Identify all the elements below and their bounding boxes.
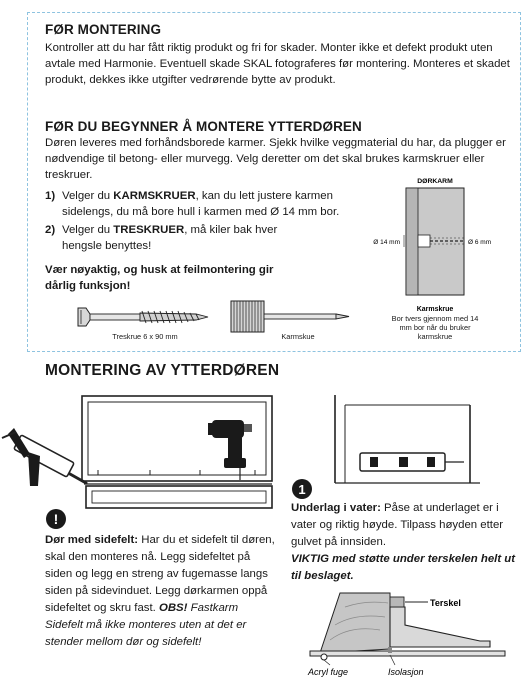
before-outer-door-text: Døren leveres med forhåndsborede karmer. Sjekk hvilke veggmaterial du har, da plugger er nødvendige til betong- eller murvegg. Velg deretter om det skal brukes karmskruer eller treskruer. bbox=[45, 137, 506, 181]
step-number: 1) bbox=[45, 190, 56, 202]
insulation-label: Isolasjon bbox=[388, 667, 424, 677]
wood-screw-illustration bbox=[76, 304, 211, 330]
before-outer-door-heading: FØR DU BEGYNNER Å MONTERE YTTERDØREN bbox=[45, 119, 362, 134]
level-check-illustration bbox=[330, 395, 480, 485]
dim-14mm-label: Ø 14 mm bbox=[373, 239, 400, 246]
sidelight-mounting-illustration bbox=[0, 392, 285, 517]
frame-screw-illustration bbox=[228, 297, 353, 337]
wood-screws-keyword: TRESKRUER bbox=[113, 224, 185, 236]
step-1-number: 1 bbox=[298, 482, 306, 497]
level-instructions: Underlag i vater: Påse at underlaget er i vater og riktig høyde. Tilpass høyden etter gulvet på innsiden. VIKTIG med støtte under terskelen helt ut til beslaget. bbox=[291, 502, 516, 582]
caulk-gun-icon bbox=[2, 428, 86, 486]
frame-screw-title: Karmskrue bbox=[416, 306, 454, 313]
accuracy-warning: Vær nøyaktig, og husk at feilmontering gir dårlig funksjon! bbox=[45, 264, 274, 292]
frame-label: DØRKARM bbox=[417, 178, 453, 185]
step-number: 2) bbox=[45, 224, 56, 236]
bore-hole-14mm bbox=[418, 235, 430, 247]
sidelight-instructions: Dør med sidefelt: Har du et sidefelt til døren, skal den monteres nå. Legg sidefeltet på siden og legg en streng av fugemasse langs siden på sidevinduet. Legg dørkarmen oppå sidefeltet og skru fast. OBS! Fastkarm Sidefelt må ikke monteres uten at det er stender mellom dør og sidefelt! bbox=[45, 534, 275, 648]
threshold-label: Terskel bbox=[430, 598, 461, 608]
sidelight-warning-symbol: ! bbox=[53, 511, 59, 527]
acryl-sealant-label: Acryl fuge bbox=[308, 667, 349, 677]
frame-rebate bbox=[406, 188, 418, 295]
threshold-cross-section bbox=[300, 585, 520, 678]
step-1-badge bbox=[291, 478, 313, 500]
mounting-section-title: MONTERING AV YTTERDØREN bbox=[45, 362, 280, 379]
frame-screw-label: Karmskue bbox=[281, 332, 315, 341]
pre-mount-heading: FØR MONTERING bbox=[45, 22, 162, 37]
dim-6mm-label: Ø 6 mm bbox=[468, 239, 492, 246]
sidelight-warning-badge bbox=[45, 508, 67, 530]
frame-screws-keyword: KARMSKRUER bbox=[113, 190, 196, 202]
frame-screw-description: Bor tvers gjennom med 14 mm bor når du bruker karmskrue bbox=[391, 314, 479, 341]
wood-screw-label: Treskrue 6 x 90 mm bbox=[112, 332, 178, 341]
pre-mount-text: Kontroller att du har fått riktig produkt og fri for skader. Monter ikke et defekt produkt uten avtale med Harmonie. Eventuell skade SKAL fotograferes før montering. Monteres et skadet produkt, dekkes ikke utgifter vedrørende bytte av produkt. bbox=[45, 42, 510, 86]
